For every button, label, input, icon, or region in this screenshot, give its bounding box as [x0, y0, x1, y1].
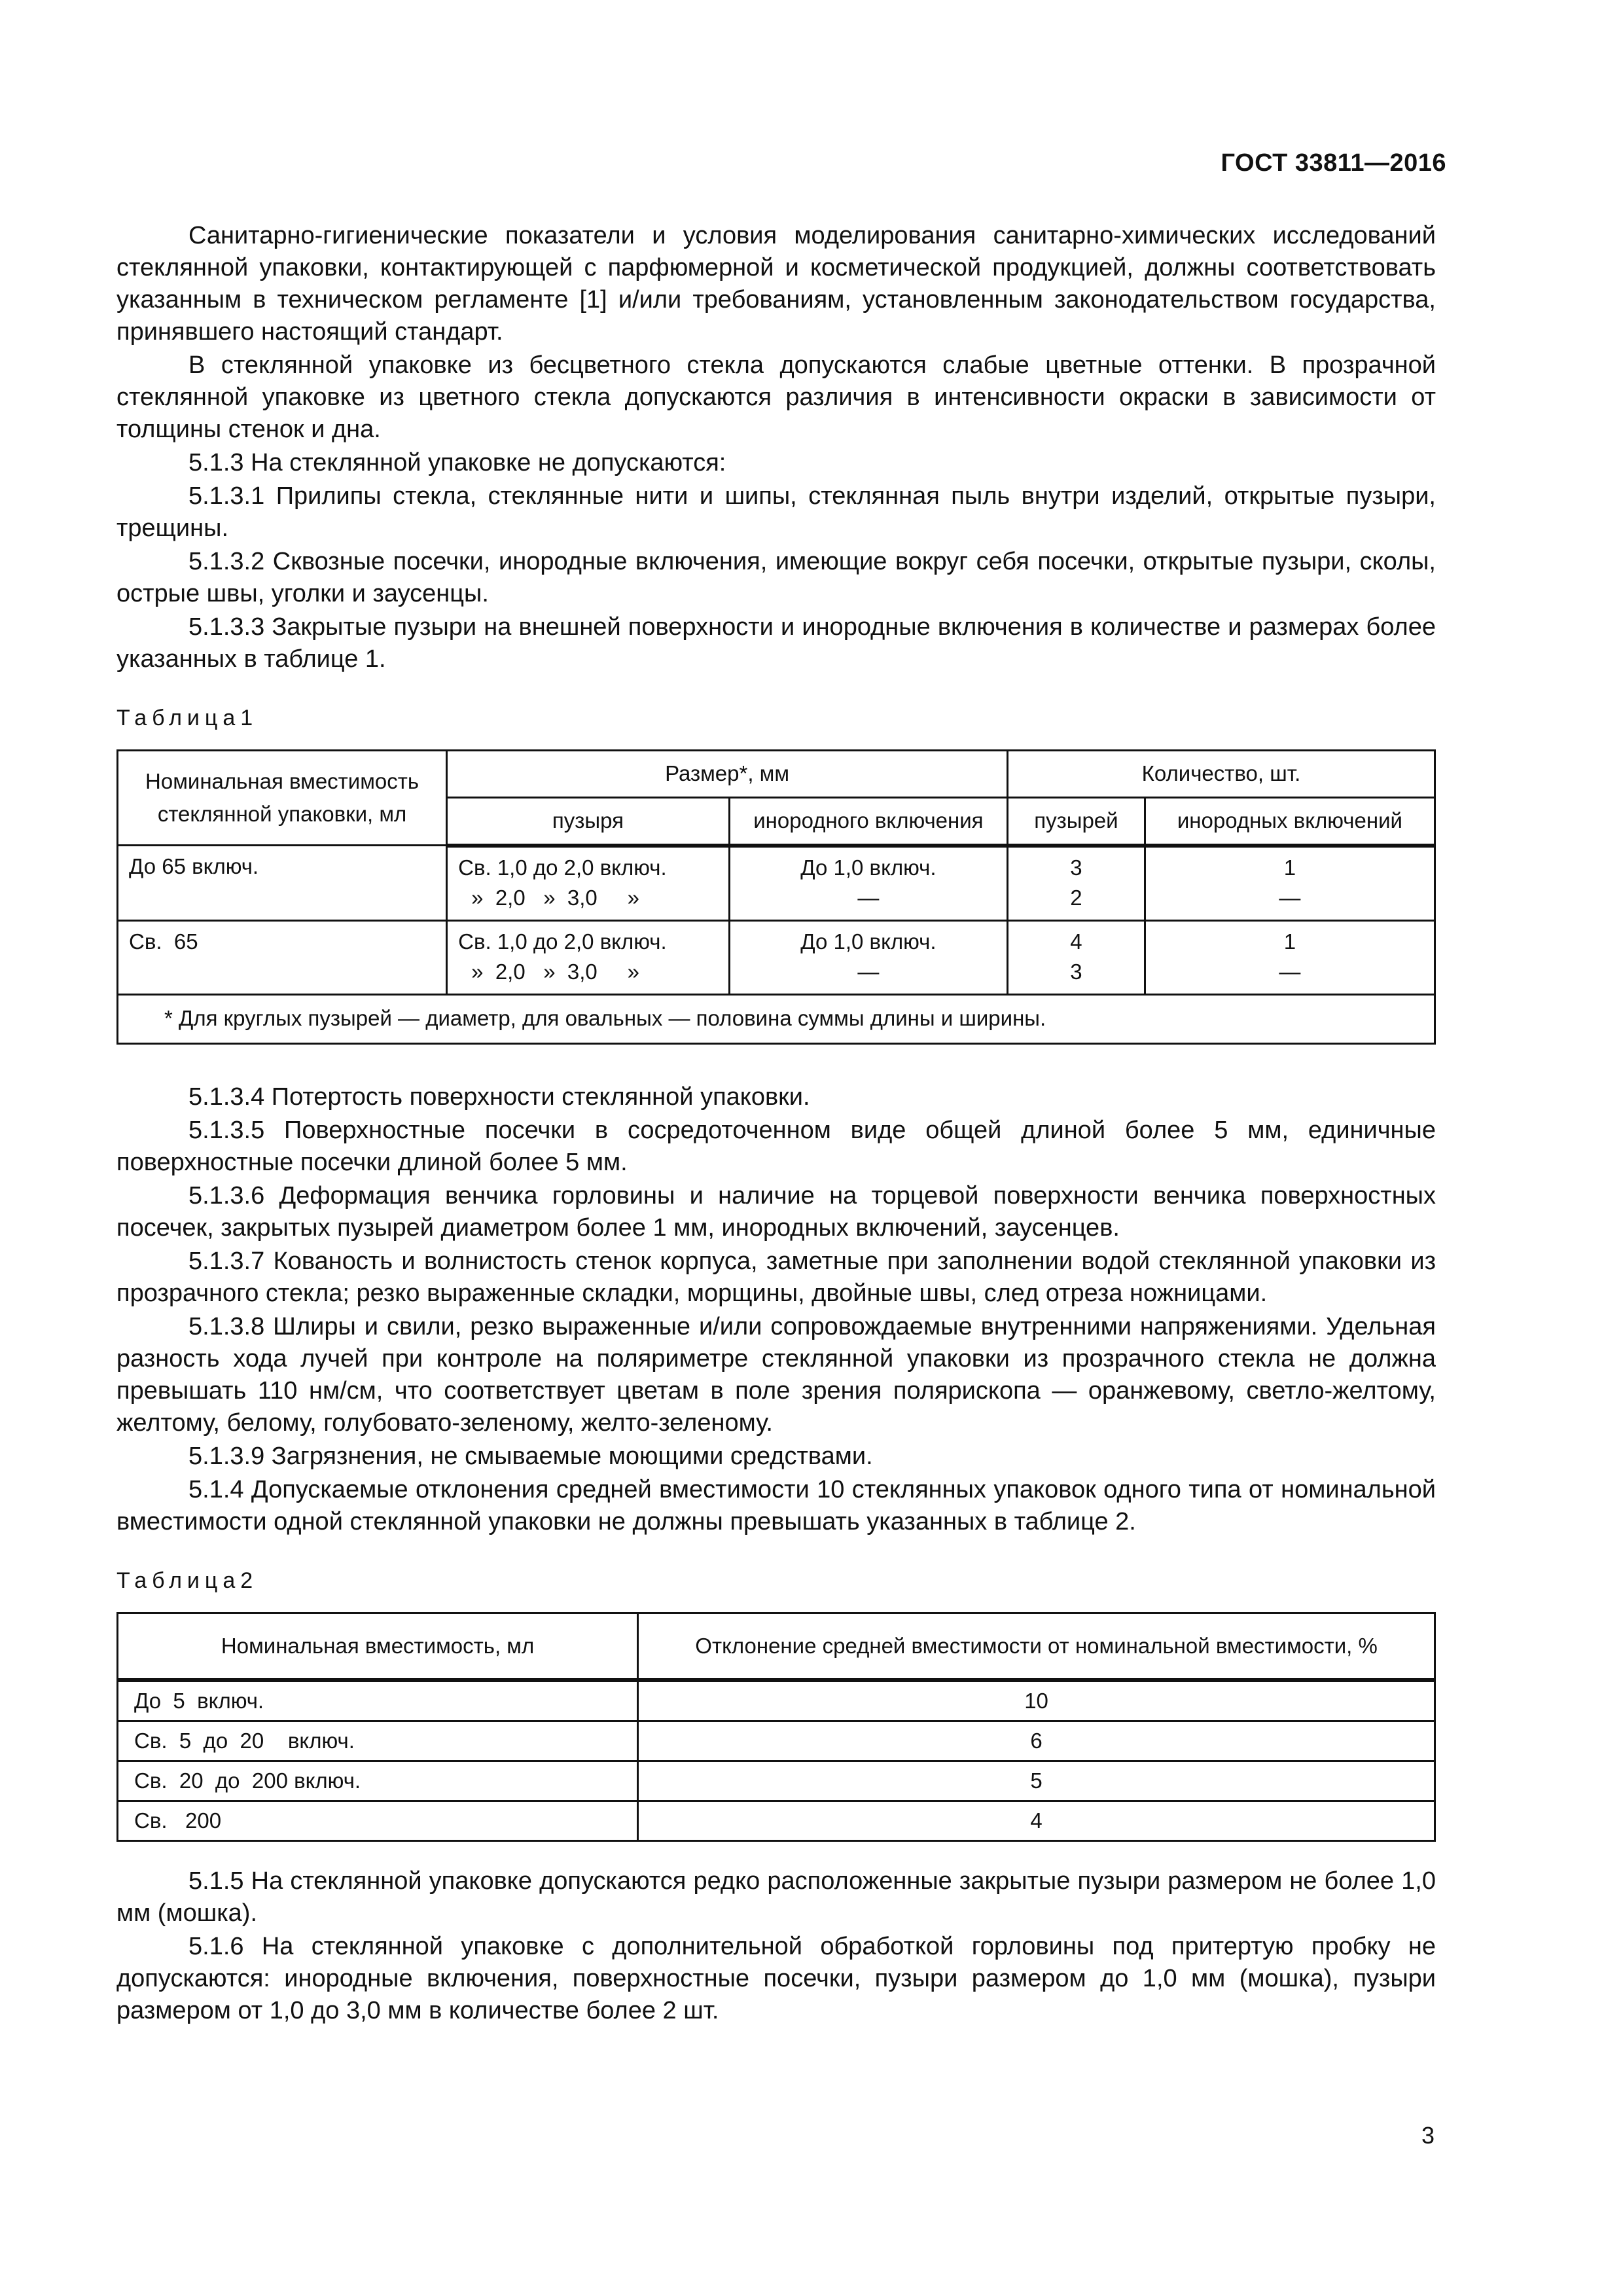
table-row [118, 846, 1435, 921]
table-2-header-capacity: Номинальная вместимость, мл [118, 1613, 638, 1680]
table-1-cell-line: » 2,0 » 3,0 » [471, 959, 639, 984]
table-row [118, 1680, 1435, 1721]
table-1-header-capacity: Номинальная вместимость стеклянной упаковки, мл [118, 751, 447, 846]
paragraph-5-1-4: 5.1.4 Допускаемые отклонения средней вместимости 10 стеклянных упаковок одного типа от номинальной вместимости одной стеклянной упаковки не должны превышать указанных в таблице 2. [116, 1475, 1436, 1535]
table-1-cell-line: 3 [1070, 959, 1082, 984]
paragraph-5-1-3-7: 5.1.3.7 Кованость и волнистость стенок корпуса, заметные при заполнении водой стеклянной упаковки из прозрачного стекла; резко выраженные складки, морщины, двойные швы, след отреза ножницами. [116, 1247, 1436, 1307]
table-1-cell-inclusion-size [729, 920, 1007, 994]
table-1-cell-line: До 1,0 включ. [800, 929, 936, 954]
table-2-cell-capacity: Св. 20 до 200 включ. [118, 1761, 638, 1801]
section-1 [116, 220, 1436, 2027]
table-1-cell-line: 3 [1070, 855, 1082, 880]
table-1-cell-line: 4 [1070, 929, 1082, 954]
table-2-cell-deviation: 4 [638, 1801, 1435, 1840]
paragraph-5-1-3: 5.1.3 На стеклянной упаковке не допускаются: [188, 449, 726, 476]
table-row [118, 1761, 1435, 1801]
table-1-cell-line: Св. 1,0 до 2,0 включ. [458, 855, 667, 880]
table-1-cell-line: — [1279, 959, 1301, 984]
table-1-cell-bubbles-qty [1008, 846, 1145, 921]
table-1-cell-line: — [857, 959, 880, 984]
table-1-cell-capacity: Св. 65 [118, 920, 447, 994]
table-2-cell-capacity: Св. 200 [118, 1801, 638, 1840]
paragraph-5-1-3-2: 5.1.3.2 Сквозные посечки, инородные включения, имеющие вокруг себя посечки, открытые пузыри, сколы, острые швы, уголки и заусенцы. [116, 548, 1436, 607]
table-1-cell-line: 1 [1283, 929, 1296, 954]
table-1-cell-line: » 2,0 » 3,0 » [471, 885, 639, 910]
table-1-cell-inclusions-qty [1145, 846, 1435, 921]
table-1-cell-bubble-size [447, 846, 730, 921]
table-2 [116, 1612, 1436, 1842]
table-1-cell-bubble-size [447, 920, 730, 994]
table-1-header-size: Размер*, мм [447, 751, 1008, 798]
table-2-cell-capacity: До 5 включ. [118, 1680, 638, 1721]
paragraph-5-1-3-8: 5.1.3.8 Шлиры и свили, резко выраженные и/или сопровождаемые внутренними напряжениями. Удельная разность хода лучей при контроле на поляриметре стеклянной упаковки из прозрачного стекла не должна превышать 110 нм/см, что соответствует цветам в поле зрения полярископа — оранжевому, светло-желтому, желтому, белому, голубовато-зеленому, желто-зеленому. [116, 1312, 1436, 1437]
paragraph-5-1-3-5: 5.1.3.5 Поверхностные посечки в сосредоточенном виде общей длиной более 5 мм, единичные поверхностные посечки длиной более 5 мм. [116, 1116, 1436, 1176]
table-1-caption: Таблица1 [116, 706, 259, 730]
paragraph-sanitary: Санитарно-гигиенические показатели и условия моделирования санитарно-химических исследований стеклянной упаковки, контактирующей с парфюмерной и косметической продукцией, должны соответствовать указанным в техническом регламенте [1] и/или требованиям, установленным законодательством государства, принявшего настоящий стандарт. [116, 222, 1436, 346]
table-1-header-size-inclusion: инородного включения [729, 797, 1007, 845]
table-1-header-size-bubble: пузыря [447, 797, 730, 845]
table-1-cell-line: До 1,0 включ. [800, 855, 936, 880]
paragraph-5-1-3-1: 5.1.3.1 Прилипы стекла, стеклянные нити и шипы, стеклянная пыль внутри изделий, открытые пузыри, трещины. [116, 482, 1436, 542]
paragraph-5-1-3-9: 5.1.3.9 Загрязнения, не смываемые моющими средствами. [188, 1442, 873, 1470]
table-1-header-quantity: Количество, шт. [1008, 751, 1435, 798]
table-1-cell-line: 1 [1283, 855, 1296, 880]
table-1-cell-inclusion-size [729, 846, 1007, 921]
table-1-cell-line: Св. 1,0 до 2,0 включ. [458, 929, 667, 954]
table-2-cell-deviation: 10 [638, 1680, 1435, 1721]
paragraph-color-tints: В стеклянной упаковке из бесцветного стекла допускаются слабые цветные оттенки. В прозрачной стеклянной упаковке из цветного стекла допускаются различия в интенсивности окраски в зависимости от толщины стенок и дна. [116, 351, 1436, 443]
table-1-cell-capacity: До 65 включ. [118, 846, 447, 921]
table-1-cell-line: 2 [1070, 885, 1082, 910]
table-1-cell-bubbles-qty [1008, 920, 1145, 994]
page-number: 3 [1421, 2122, 1435, 2149]
table-2-cell-capacity: Св. 5 до 20 включ. [118, 1721, 638, 1761]
table-1-cell-line: — [857, 885, 880, 910]
table-1 [116, 749, 1436, 1045]
paragraph-5-1-3-6: 5.1.3.6 Деформация венчика горловины и наличие на торцевой поверхности венчика поверхностных посечек, закрытых пузырей диаметром более 1 мм, инородных включений, заусенцев. [116, 1181, 1436, 1242]
table-2-caption: Таблица2 [116, 1568, 259, 1593]
table-1-header-qty-bubbles: пузырей [1008, 797, 1145, 845]
paragraph-5-1-3-3: 5.1.3.3 Закрытые пузыри на внешней поверхности и инородные включения в количестве и размерах более указанных в таблице 1. [116, 613, 1436, 673]
table-row [118, 1721, 1435, 1761]
table-1-cell-line: — [1279, 885, 1301, 910]
table-2-cell-deviation: 5 [638, 1761, 1435, 1801]
table-1-header-qty-inclusions: инородных включений [1145, 797, 1435, 845]
table-1-footnote: * Для круглых пузырей — диаметр, для овальных — половина суммы длины и ширины. [118, 994, 1435, 1043]
table-row [118, 1801, 1435, 1840]
table-2-cell-deviation: 6 [638, 1721, 1435, 1761]
table-1-cell-inclusions-qty [1145, 920, 1435, 994]
paragraph-5-1-3-4: 5.1.3.4 Потертость поверхности стеклянной упаковки. [188, 1083, 810, 1111]
document-code: ГОСТ 33811—2016 [1221, 149, 1446, 177]
table-row [118, 920, 1435, 994]
paragraph-5-1-6: 5.1.6 На стеклянной упаковке с дополнительной обработкой горловины под притертую пробку не допускаются: инородные включения, поверхностные посечки, пузыри размером до 1,0 мм (мошка), пузыри размером от 1,0 до 3,0 мм в количестве более 2 шт. [116, 1932, 1436, 2024]
table-2-header-deviation: Отклонение средней вместимости от номинальной вместимости, % [638, 1613, 1435, 1680]
paragraph-5-1-5: 5.1.5 На стеклянной упаковке допускаются редко расположенные закрытые пузыри размером не более 1,0 мм (мошка). [116, 1867, 1436, 1927]
